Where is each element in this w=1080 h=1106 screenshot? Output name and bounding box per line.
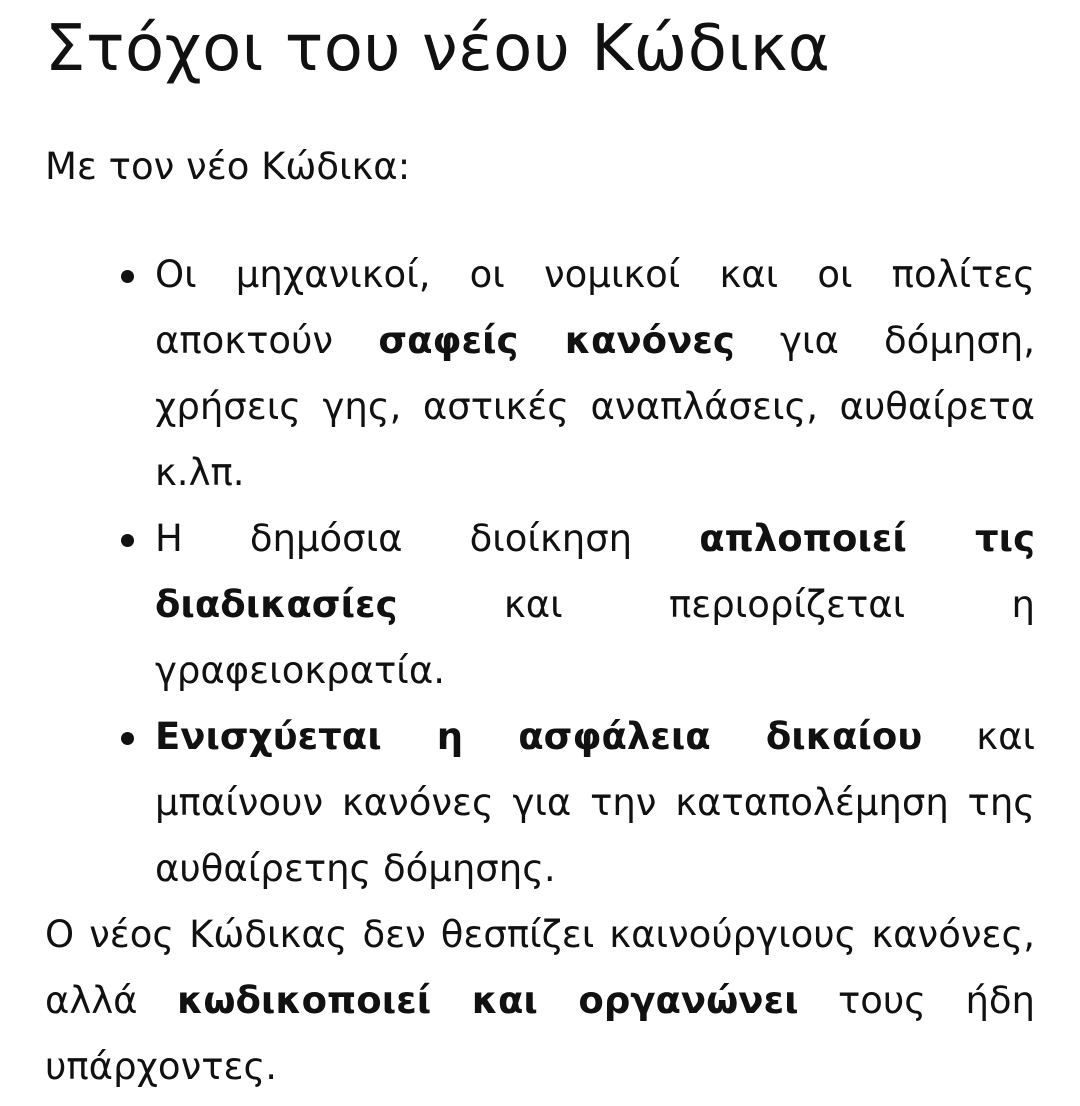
intro-text: Με τον νέο Κώδικα: xyxy=(45,145,411,188)
item-text: Η δημόσια διοίκηση xyxy=(155,517,700,560)
bullet-icon xyxy=(121,534,134,547)
list-item xyxy=(155,506,1035,704)
paragraph-text: Ο νέος Κώδικας δεν θεσπίζει καινούργιους κανόνες, αλλά xyxy=(45,913,1035,1022)
item-emphasis: σαφείς κανόνες xyxy=(378,319,735,362)
bullet-icon xyxy=(121,732,134,745)
page-title: Στόχοι του νέου Κώδικα xyxy=(45,12,831,86)
list-item xyxy=(155,242,1035,506)
paragraph-emphasis: κωδικοποιεί και οργανώνει xyxy=(177,979,799,1022)
bullet-icon xyxy=(121,270,134,283)
goals-list xyxy=(45,242,1035,902)
item-text: Οι μηχανικοί, οι νομικοί και οι πολίτες αποκτούν xyxy=(155,253,1035,362)
closing-paragraph xyxy=(45,902,1035,1100)
item-emphasis: απλοποιεί τις διαδικασίες xyxy=(155,517,1035,626)
paragraph-text: τους ήδη υπάρχοντες. xyxy=(45,979,1035,1088)
item-text: για δόμηση, χρήσεις γης, αστικές αναπλάσεις, αυθαίρετα κ.λπ. xyxy=(155,319,1035,494)
list-item xyxy=(155,704,1035,902)
item-emphasis: Ενισχύεται η ασφάλεια δικαίου xyxy=(155,715,923,758)
item-text: και περιορίζεται η γραφειοκρατία. xyxy=(155,583,1035,692)
item-text: και μπαίνουν κανόνες για την καταπολέμηση της αυθαίρετης δόμησης. xyxy=(155,715,1035,890)
